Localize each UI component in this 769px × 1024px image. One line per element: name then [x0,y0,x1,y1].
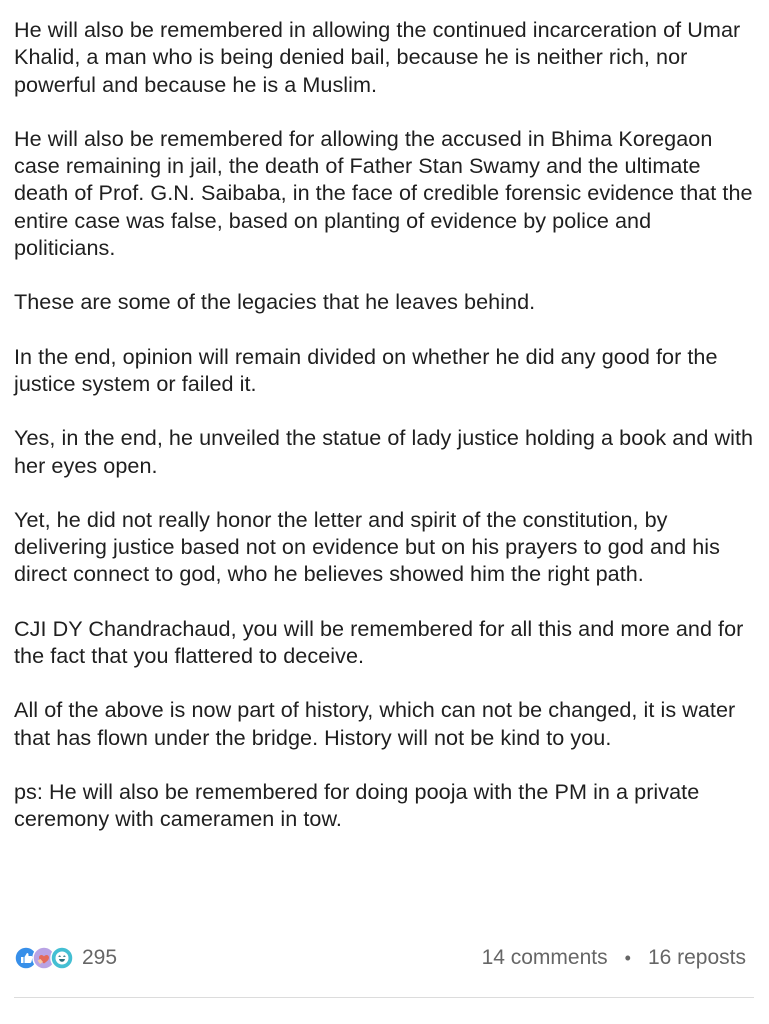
post-paragraph: He will also be remembered for allowing the accused in Bhima Koregaon case remaining in jail, the death of Father Stan Swamy and the ultimate death of Prof. G.N. Saibaba, in the face of credible forensic evidence that the entire case was false, based on planting of evidence by police and politicians. [14,125,753,261]
reaction-icons [14,946,74,970]
reaction-count: 295 [82,946,118,969]
reactions-summary[interactable] [14,946,117,970]
post-paragraph: In the end, opinion will remain divided on whether he did any good for the justice system or failed it. [14,343,718,396]
post-paragraph: Yes, in the end, he unveiled the statue of lady justice holding a book and with her eyes open. [14,425,754,478]
stats-separator: • [624,947,631,968]
post-paragraph: Yet, he did not really honor the letter and spirit of the constitution, by delivering justice based not on evidence but on his prayers to god and his direct connect to god, who he believes showed him the right path. [14,506,720,587]
post-paragraph: These are some of the legacies that he leaves behind. [14,289,536,315]
post-paragraph: ps: He will also be remembered for doing pooja with the PM in a private ceremony with cameramen in tow. [14,778,700,832]
post-paragraph: He will also be remembered in allowing the continued incarceration of Umar Khalid, a man who is being denied bail, because he is neither rich, nor powerful and because he is a Muslim. [14,17,741,97]
post-stats [482,946,746,970]
action-divider [14,997,754,998]
post-paragraph: CJI DY Chandrachaud, you will be remembered for all this and more and for the fact that you flattered to deceive. [14,615,744,669]
post-body [14,16,756,860]
post-paragraph: All of the above is now part of history, which can not be changed, it is water that has flown under the bridge. History will not be kind to you. [14,697,736,750]
reposts-count-link[interactable]: 16 reposts [647,946,746,969]
social-counts-bar [14,942,746,974]
comments-count-link[interactable]: 14 comments [481,946,608,969]
funny-icon [50,946,74,970]
